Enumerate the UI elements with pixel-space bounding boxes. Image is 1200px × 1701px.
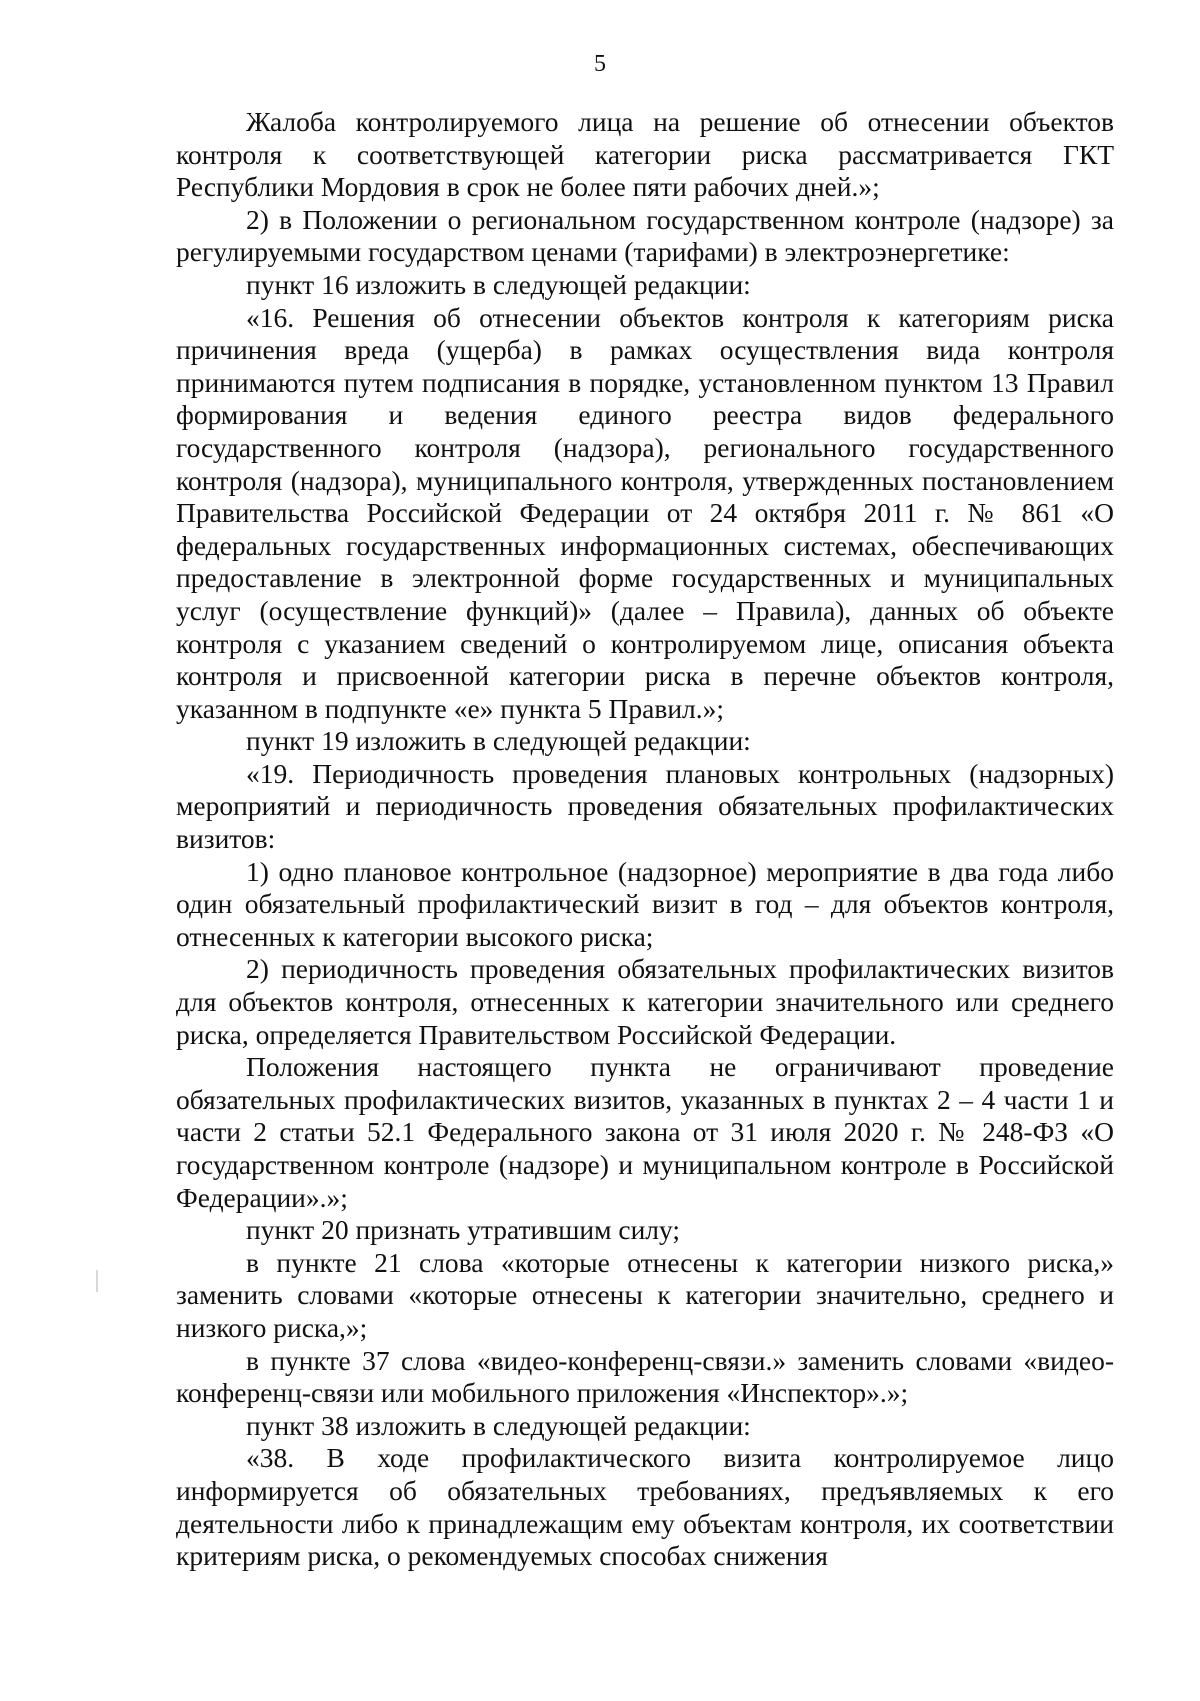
- paragraph-clause-19-provisions: Положения настоящего пункта не ограничивают проведение обязательных профилактических визитов, указанных в пунктах 2 – 4 части 1 и части 2 статьи 52.1 Федерального закона от 31 июля 2020 г. № 248-ФЗ «О государственном контроле (надзоре) и муниципальном контроле в Российской Федерации».»;: [176, 1051, 1114, 1213]
- paragraph-clause-37: в пункте 37 слова «видео-конференц-связи.» заменить словами «видео-конференц-связи или мобильного приложения «Инспектор».»;: [176, 1344, 1114, 1409]
- page-number: 5: [594, 51, 606, 77]
- paragraph-clause-38-text: «38. В ходе профилактического визита контролируемое лицо информируется об обязательных требованиях, предъявляемых к его деятельности либо к принадлежащим ему объектам контроля, их соответствии критериям риска, о рекомендуемых способах снижения: [176, 1442, 1114, 1572]
- paragraph-clause-19-intro: пункт 19 изложить в следующей редакции:: [246, 725, 751, 757]
- paragraph-clause-19-text: «19. Периодичность проведения плановых контрольных (надзорных) мероприятий и периодичность проведения обязательных профилактических визитов:: [176, 757, 1114, 855]
- paragraph-clause-20: пункт 20 признать утратившим силу;: [246, 1214, 681, 1246]
- paragraph-clause-38-intro: пункт 38 изложить в следующей редакции:: [246, 1409, 751, 1441]
- paragraph-clause-19-item-1: 1) одно плановое контрольное (надзорное) мероприятие в два года либо один обязательный профилактический визит в год – для объектов контроля, отнесенных к категории высокого риска;: [176, 855, 1114, 952]
- paragraph-regulation-item-2: 2) в Положении о региональном государственном контроле (надзоре) за регулируемыми государством ценами (тарифами) в электроэнергетике:: [176, 203, 1114, 268]
- paragraph-clause-21: в пункте 21 слова «которые отнесены к категории низкого риска,» заменить словами «которые отнесены к категории значительно, среднего и низкого риска,»;: [176, 1246, 1114, 1343]
- paragraph-clause-16-intro: пункт 16 изложить в следующей редакции:: [246, 268, 751, 300]
- paragraph-complaint-review: Жалоба контролируемого лица на решение об отнесении объектов контроля к соответствующей категории риска рассматривается ГКТ Республики Мордовия в срок не более пяти рабочих дней.»;: [176, 106, 1114, 203]
- document-body: [176, 106, 1114, 1573]
- scan-margin-mark: [96, 1270, 98, 1292]
- paragraph-clause-16-text: «16. Решения об отнесении объектов контроля к категориям риска причинения вреда (ущерба) в рамках осуществления вида контроля принимаются путем подписания в порядке, установленном пунктом 13 Правил формирования и ведения единого реестра видов федерального государственного контроля (надзора), регионального государственного контроля (надзора), муниципального контроля, утвержденных постановлением Правительства Российской Федерации от 24 октября 2011 г. № 861 «О федеральных государственных информационных системах, обеспечивающих предоставление в электронной форме государственных и муниципальных услуг (осуществление функций)» (далее – Правила), данных об объекте контроля с указанием сведений о контролируемом лице, описания объекта контроля и присвоенной категории риска в перечне объектов контроля, указанном в подпункте «е» пункта 5 Правил.»;: [176, 301, 1114, 724]
- paragraph-clause-19-item-2: 2) периодичность проведения обязательных профилактических визитов для объектов контроля, отнесенных к категории значительного или среднего риска, определяется Правительством Российской Федерации.: [176, 953, 1114, 1050]
